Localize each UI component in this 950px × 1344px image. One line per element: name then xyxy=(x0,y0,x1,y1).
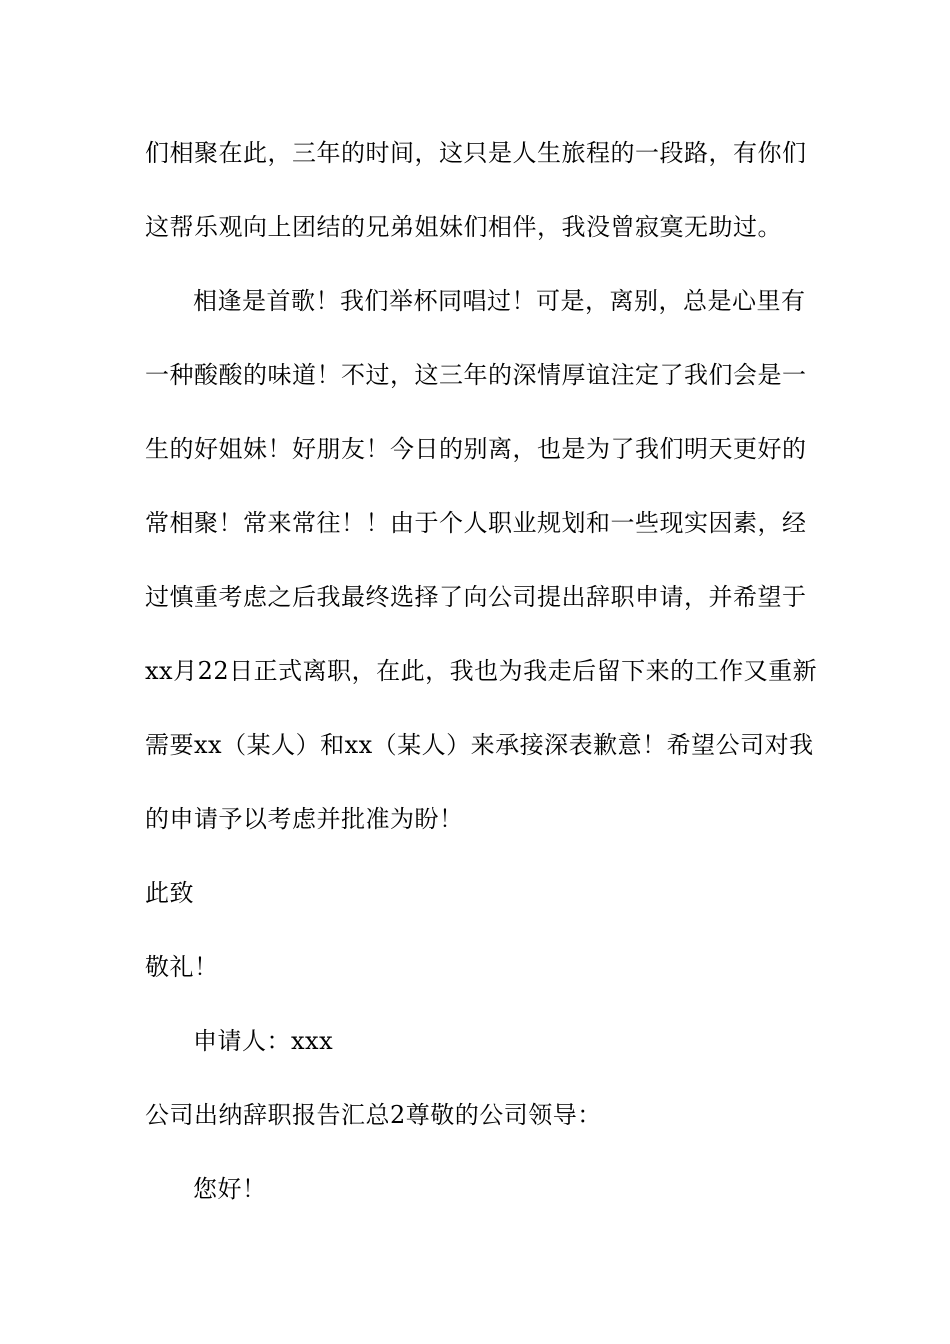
closing-regards: 敬礼！ xyxy=(145,953,219,981)
closing-salutation: 此致 xyxy=(145,879,194,907)
applicant-signature: 申请人：xxx xyxy=(193,1027,334,1055)
paragraph-line-2: 这帮乐观向上团结的兄弟姐妹们相伴，我没曾寂寞无助过。 xyxy=(145,213,782,241)
greeting-line: 您好！ xyxy=(193,1175,267,1203)
paragraph-line-10: 的申请予以考虑并批准为盼！ xyxy=(145,805,464,833)
paragraph-line-4: 一种酸酸的味道！不过，这三年的深情厚谊注定了我们会是一 xyxy=(145,361,807,389)
paragraph-line-6: 常相聚！常来常往！！由于个人职业规划和一些现实因素，经 xyxy=(145,509,807,537)
paragraph-line-3: 相逢是首歌！我们举杯同唱过！可是，离别，总是心里有 xyxy=(193,287,806,315)
paragraph-line-8: xx月22日正式离职，在此，我也为我走后留下来的工作又重新 xyxy=(145,657,818,685)
paragraph-line-5: 生的好姐妹！好朋友！今日的别离，也是为了我们明天更好的 xyxy=(145,435,807,463)
paragraph-line-9: 需要xx（某人）和xx（某人）来承接深表歉意！希望公司对我 xyxy=(145,731,814,759)
section-heading: 公司出纳辞职报告汇总2尊敬的公司领导： xyxy=(145,1101,602,1129)
paragraph-line-7: 过慎重考虑之后我最终选择了向公司提出辞职申请，并希望于 xyxy=(145,583,807,611)
paragraph-line-1: 们相聚在此，三年的时间，这只是人生旅程的一段路，有你们 xyxy=(145,139,807,167)
